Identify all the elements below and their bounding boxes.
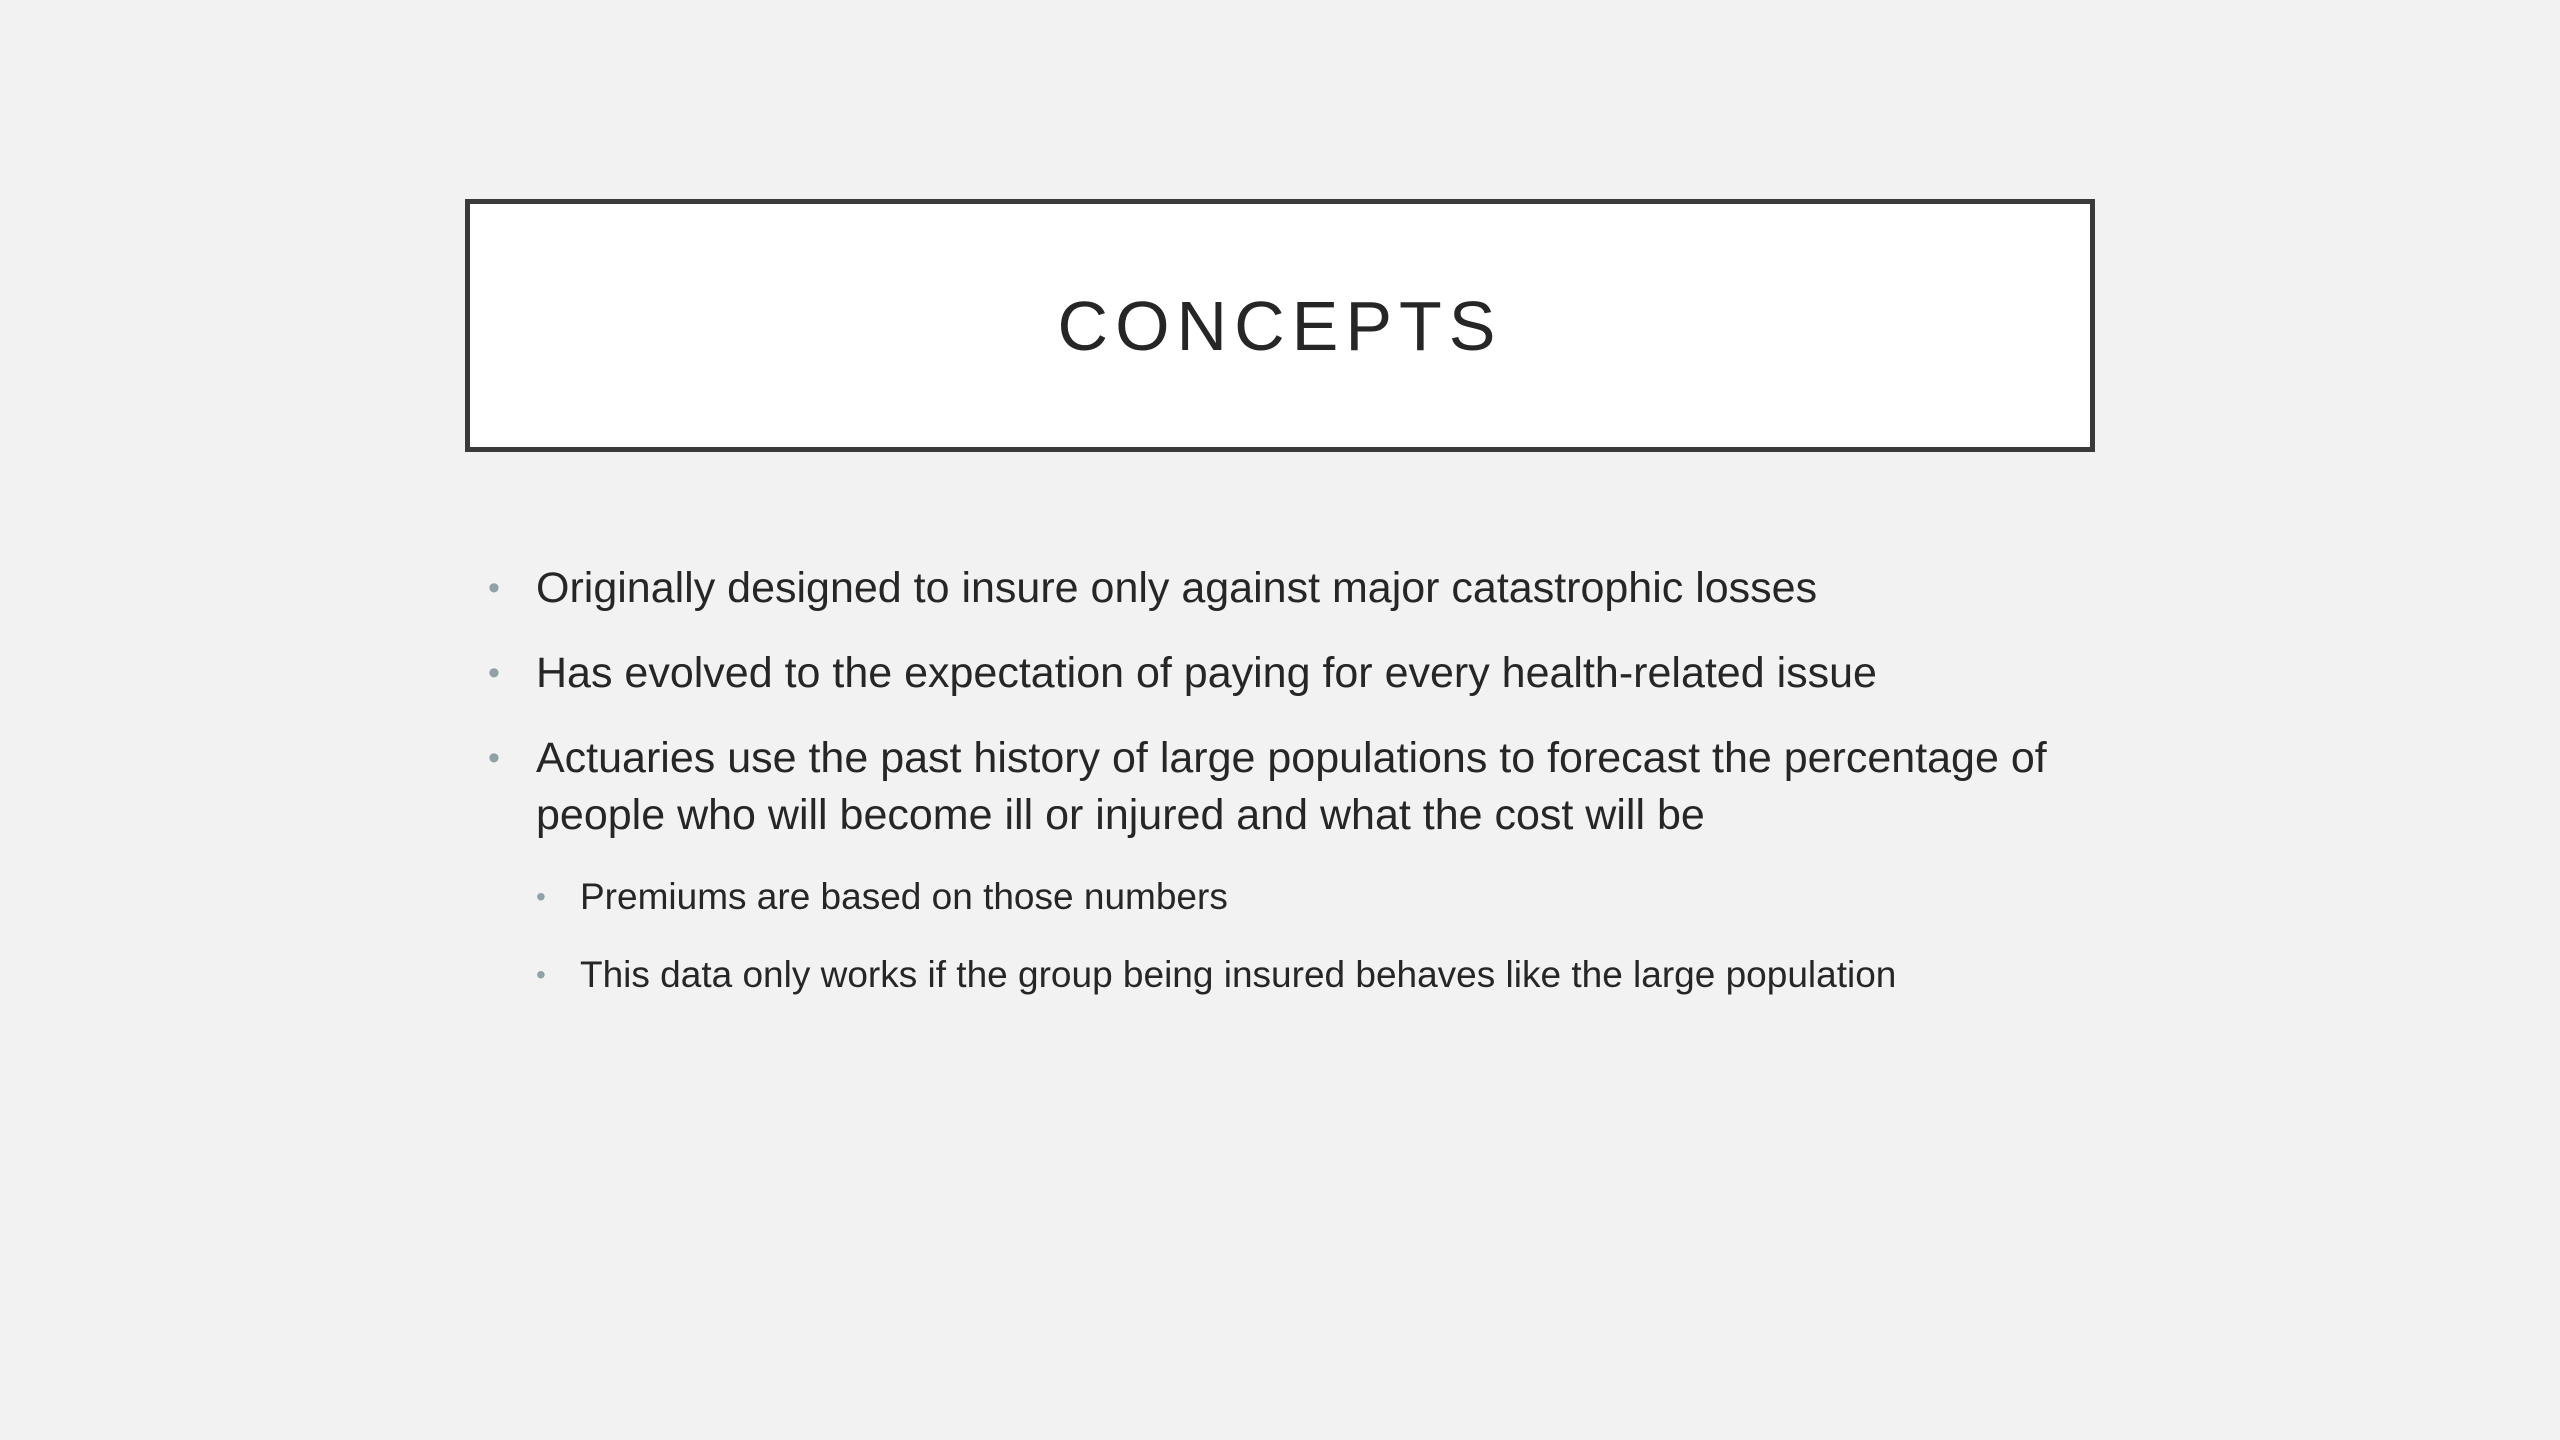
sub-bullet-text: This data only works if the group being insured behaves like the large population [580, 954, 1897, 995]
sub-bullet-dot-icon: • [536, 959, 546, 990]
bullet-dot-icon: • [488, 739, 500, 777]
bullet-item [484, 730, 2104, 844]
bullet-dot-icon: • [488, 654, 500, 692]
bullet-item [484, 645, 2104, 702]
sub-bullet-item [532, 950, 2104, 1000]
bullet-text: Has evolved to the expectation of paying for every health-related issue [536, 649, 1877, 697]
slide-content [484, 560, 2104, 1028]
bullet-text: Actuaries use the past history of large populations to forecast the percentage of people who will become ill or injured and what the cost will be [536, 734, 2047, 839]
sub-bullet-item [532, 872, 2104, 922]
slide-title: CONCEPTS [1057, 286, 1503, 365]
bullet-dot-icon: • [488, 569, 500, 607]
sub-bullet-list [484, 872, 2104, 1000]
title-box [465, 199, 2095, 452]
sub-bullet-dot-icon: • [536, 881, 546, 912]
sub-bullet-text: Premiums are based on those numbers [580, 876, 1228, 917]
bullet-item [484, 560, 2104, 617]
bullet-list [484, 560, 2104, 844]
bullet-text: Originally designed to insure only against major catastrophic losses [536, 564, 1818, 612]
